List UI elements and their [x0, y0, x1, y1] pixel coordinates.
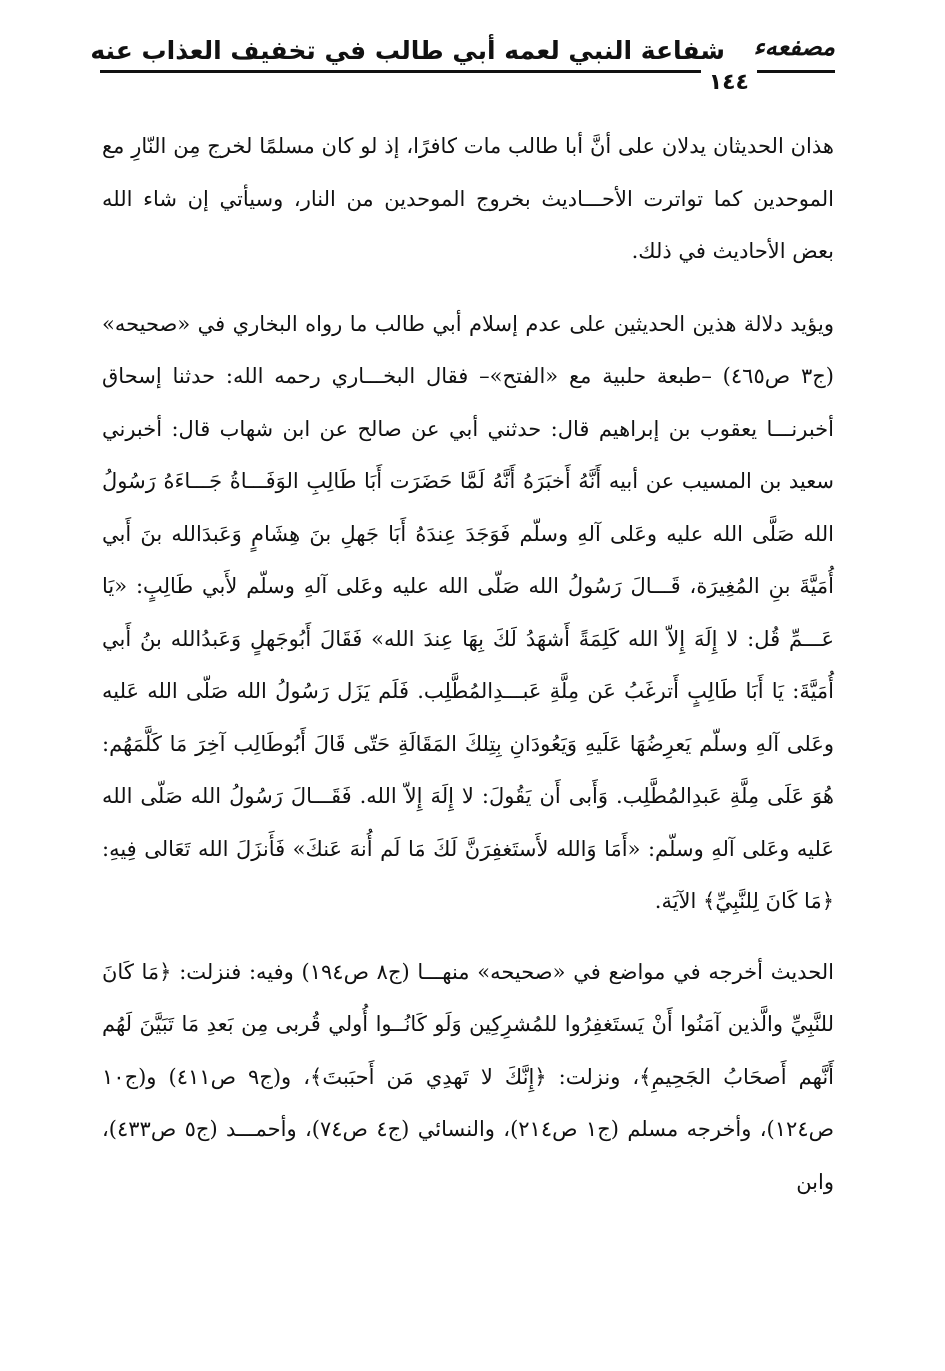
running-title: شفاعة النبي لعمه أبي طالب في تخفيف العذاب عنه	[90, 36, 725, 65]
paragraph-intro: هذان الحديثان يدلان على أنَّ أبا طالب مات كافرًا، إذ لو كان مسلمًا لخرج مِن النّارِ مع الموحدين كما تواترت الأحـــاديث بخروج الموحدين من النار، وسيأتي إن شاء الله بعض الأحاديث في ذلك.	[102, 134, 834, 263]
paragraph-references: الحديث أخرجه في مواضع في «صحيحه» منهـــا (ج٨ ص١٩٤) وفيه: فنزلت: ﴿مَا كَانَ للنَّبِيِّ والَّذين آمَنُوا أَنْ يَستَغفِرُوا للمُشرِكِين وَلَو كَانُــوا أُولي قُربى مِن بَعدِ مَا تَبَيَّنَ لَهُم أَنَّهم أَصحَابُ الجَحِيمِ﴾، ونزلت: ﴿إِنَّكَ لا تَهدِي مَن أَحبَبتَ﴾، و(ج٩ ص٤١١) و(ج١٠ ص١٢٤)، وأخرجه مسلم (ج١ ص٢١٤)، والنسائي (ج٤ ص٧٤)، وأحمـــد (ج٥ ص٤٣٣)، وابن	[102, 959, 834, 1194]
page-number: ١٤٤	[701, 70, 757, 95]
paragraph-bukhari-hadith: ويؤيد دلالة هذين الحديثين على عدم إسلام أبي طالب ما رواه البخاري في «صحيحه» (ج٣ ص٤٦٥) –طبعة حلبية مع «الفتح»– فقال البخـــاري رحمه الله: حدثنا إسحاق أخبرنـــا يعقوب بن إبراهيم قال: حدثني أبي عن صالح عن ابن شهاب قال: أخبرني سعيد بن المسيب عن أبيه أَنَّهُ أَخبَرَهُ أَنَّهُ لَمَّا حَضَرَت أَبَا طَالِبِ الوَفَـــاةُ جَـــاءَهُ رَسُولُ الله صَلَّى الله عليه وعَلى آلهِ وسلّم فَوَجَدَ عِندَهُ أَبَا جَهلِ بنَ هِشَامٍ وَعَبدَالله بنَ أَبي أُمَيَّةَ بنِ المُغِيرَة، قَـــالَ رَسُولُ الله صَلّى الله عليه وعَلى آلهِ وسلّم لأَبي طَالِبٍ: «يَا عَـــمِّ قُل: لا إِلَهَ إِلاّ الله كَلِمَةً أَشهَدُ لَكَ بِهَا عِندَ الله» فَقَالَ أَبُوجَهلٍ وَعَبدُالله بنُ أَبي أُمَيَّةَ: يَا أَبَا طَالِبٍ أَترغَبُ عَن مِلَّةِ عَبـــدِالمُطَّلِب. فَلَم يَزَل رَسُولُ الله صَلّى الله عَليه وعَلى آلهِ وسلّم يَعرِضُهَا عَلَيهِ وَيَعُودَانِ بِتِلكَ المَقَالَةِ حَتّى قَالَ أَبُوطَالِب آخِرَ مَا كَلَّمَهُم: هُوَ عَلَى مِلَّةِ عَبدِالمُطَّلِب. وَأَبى أَن يَقُولَ: لا إِلَهَ إِلاّ الله. فَقَـــالَ رَسُولُ الله صَلّى الله عَليه وعَلى آلهِ وسلّم: «أَمَا وَالله لأَستَغفِرَنَّ لَكَ مَا لَم أُنهَ عَنكَ» فَأَنزَلَ الله تَعَالى فِيهِ: ﴿مَا كَانَ لِلنَّبِيِّ﴾ الآيَة.	[102, 311, 834, 913]
page-header	[90, 28, 835, 98]
header-logo: مصفعهء	[753, 32, 835, 61]
page-body	[102, 120, 834, 1226]
